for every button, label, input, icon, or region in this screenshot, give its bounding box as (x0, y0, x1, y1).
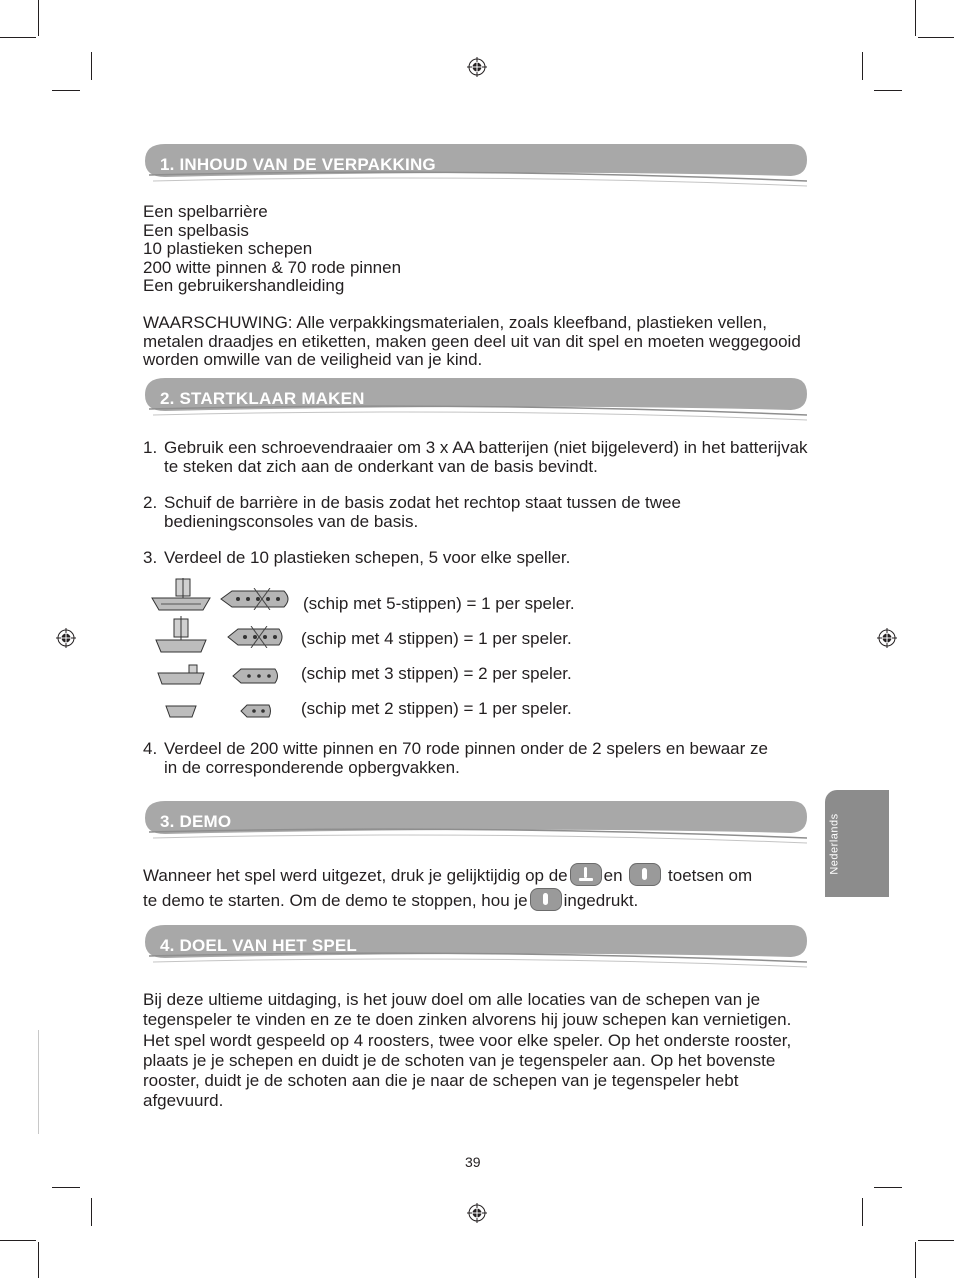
demo-text (143, 863, 813, 913)
demo-text-part: te demo te starten. Om de demo te stoppen, hou je (143, 891, 528, 910)
crop-mark (52, 90, 80, 91)
page-number: 39 (465, 1154, 481, 1170)
crop-mark (0, 1240, 36, 1241)
select-button-icon (629, 863, 661, 886)
ship-row-5 (143, 578, 663, 613)
crop-mark (52, 1187, 80, 1188)
demo-text-part: toetsen om (668, 866, 753, 885)
registration-mark-icon (467, 57, 487, 77)
crop-mark (915, 1242, 916, 1278)
warning-text: WAARSCHUWING: Alle verpakkingsmaterialen, zoals kleefband, plastieken vellen, metalen draadjes en etiketten, maken geen deel uit van dit spel en moeten weggegooid worden omwille van de veiligheid van je kind. (143, 313, 801, 369)
ship-label: (schip met 2 stippen) = 1 per speler. (301, 699, 572, 718)
language-tab (825, 790, 889, 897)
step-item (143, 739, 813, 777)
ship-top-icon (231, 667, 281, 685)
header-banner (143, 800, 809, 846)
crop-mark (91, 52, 92, 80)
crop-mark (38, 1242, 39, 1278)
crop-mark (862, 1198, 863, 1226)
step-text: Schuif de barrière in de basis zodat het rechtop staat tussen de twee bedieningsconsoles van de basis. (164, 493, 681, 531)
language-tab-label-wrap (825, 790, 845, 897)
ship-top-icon (239, 703, 273, 719)
crop-mark (874, 90, 902, 91)
ship-label: (schip met 4 stippen) = 1 per speler. (301, 629, 572, 648)
step-number: 4. (143, 739, 158, 758)
section-header-doel (143, 924, 809, 970)
list-item: Een spelbasis (143, 220, 249, 240)
ship-side-icon (151, 578, 211, 614)
crop-mark (915, 0, 916, 36)
crop-mark (918, 37, 954, 38)
ship-top-icon (225, 626, 287, 648)
section-title: 3. DEMO (160, 812, 232, 831)
demo-text-part: ingedrukt. (563, 891, 639, 910)
ship-button-icon (570, 863, 602, 886)
demo-line-2 (143, 888, 813, 913)
margin-line (38, 1030, 39, 1134)
step-item (143, 548, 813, 567)
ship-side-icon (157, 664, 205, 686)
step-number: 3. (143, 548, 158, 567)
section-title: 4. DOEL VAN HET SPEL (160, 936, 358, 955)
section-header-inhoud (143, 143, 809, 189)
step-text: Verdeel de 200 witte pinnen en 70 rode pinnen onder de 2 spelers en bewaar ze in de corresponderende opbergvakken. (164, 739, 768, 777)
ship-side-icon (165, 703, 197, 719)
demo-text-part: Wanneer het spel werd uitgezet, druk je gelijktijdig op de (143, 866, 568, 885)
ship-row-3 (143, 662, 663, 694)
crop-mark (874, 1187, 902, 1188)
crop-mark (862, 52, 863, 80)
ship-label: (schip met 3 stippen) = 2 per speler. (301, 664, 572, 683)
ship-label: (schip met 5-stippen) = 1 per speler. (303, 594, 575, 613)
contents-list (143, 203, 813, 296)
crop-mark (38, 0, 39, 36)
ship-row-2 (143, 697, 663, 729)
section-title: 2. STARTKLAAR MAKEN (160, 389, 365, 408)
ship-side-icon (155, 616, 207, 654)
step-text: Verdeel de 10 plastieken schepen, 5 voor elke speller. (164, 548, 571, 567)
list-item: 10 plastieken schepen (143, 239, 313, 258)
step-number: 2. (143, 493, 158, 512)
step-item (143, 438, 813, 476)
goal-text: Bij deze ultieme uitdaging, is het jouw doel om alle locaties van de schepen van je tegenspeler te vinden en ze te doen zinken alvorens hij jouw schepen kan vernietigen. Het spel wordt gespeeld op 4 roosters, twee voor elke speler. Op het onderste rooster, plaats je je schepen en duidt je de schoten van je tegenspeler aan. Op het bovenste rooster, duidt je de schoten aan die je naar de schepen van je tegenspeler hebt afgevuurd. (143, 990, 792, 1111)
list-item: Een gebruikershandleiding (143, 276, 345, 295)
registration-mark-icon (877, 628, 897, 648)
crop-mark (918, 1240, 954, 1241)
step-text: Gebruik een schroevendraaier om 3 x AA batterijen (niet bijgeleverd) in het batterijvak te steken dat zich aan de onderkant van de basis bevindt. (164, 438, 808, 476)
crop-mark (91, 1198, 92, 1226)
ship-top-icon (218, 588, 294, 610)
step-number: 1. (143, 438, 158, 457)
demo-text-part: en (603, 866, 623, 885)
list-item: 200 witte pinnen & 70 rode pinnen (143, 257, 402, 277)
demo-line-1 (143, 863, 813, 888)
registration-mark-icon (56, 628, 76, 648)
select-button-icon (530, 888, 562, 911)
ship-row-4 (143, 616, 663, 648)
crop-mark (0, 37, 36, 38)
section-header-startklaar (143, 377, 809, 423)
section-title: 1. INHOUD VAN DE VERPAKKING (160, 155, 436, 174)
step-item (143, 493, 813, 531)
registration-mark-icon (467, 1203, 487, 1223)
language-label: Nederlands (829, 812, 842, 875)
list-item: Een spelbarrière (143, 202, 268, 221)
section-header-demo (143, 800, 809, 846)
